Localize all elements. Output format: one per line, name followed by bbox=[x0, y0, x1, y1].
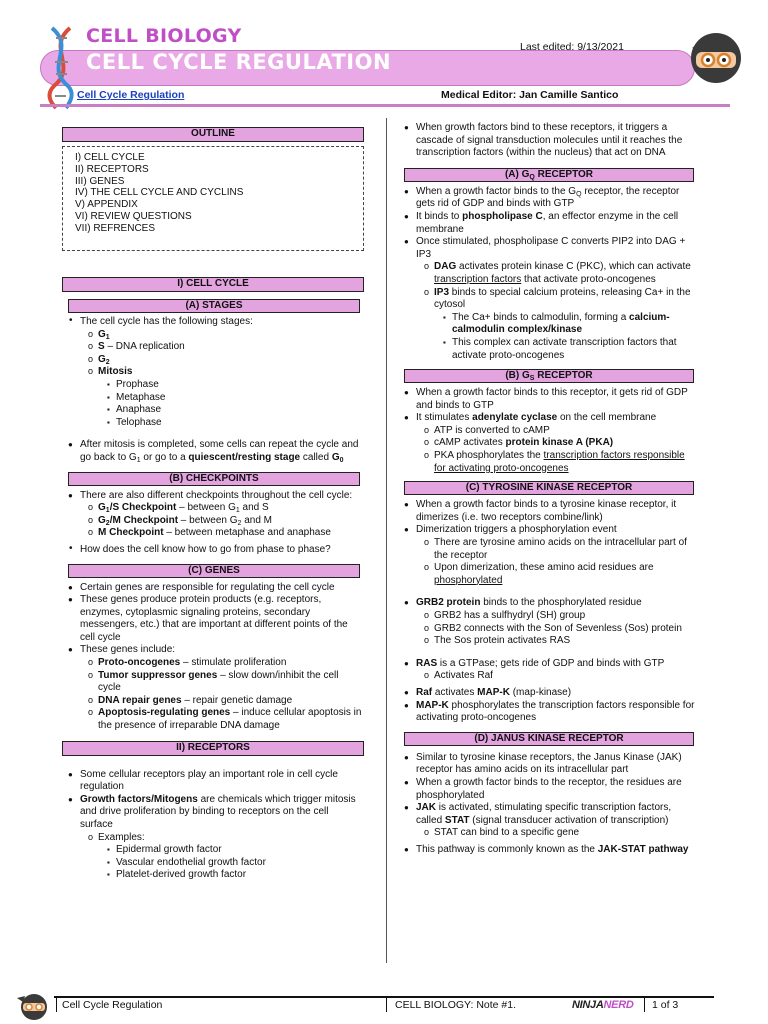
outline-box bbox=[62, 146, 364, 251]
tk-list bbox=[398, 499, 698, 725]
list-item: o $G_1/S$ Checkpoint – between $G_1$ and S bbox=[88, 502, 364, 515]
receptors-list bbox=[62, 769, 364, 882]
list-item: ▪ Prophase bbox=[106, 379, 364, 392]
list-item: ● Some cellular receptors play an important role in cell cycle regulation bbox=[62, 769, 364, 794]
list-item: o DAG activates protein kinase C (PKC), which can activate transcription factors that activate proto-oncogenes bbox=[424, 261, 698, 286]
list-item: o STAT can bind to a specific gene bbox=[424, 827, 698, 840]
footer-separator bbox=[386, 998, 387, 1012]
list-item: ● GRB2 protein binds to the phosphorylated residue o GRB2 has a sulfhydryl (SH) group o GRB2 connects with the Son of Sevenless (Sos) protein o The Sos protein activates RAS bbox=[398, 597, 698, 647]
list-item: o Upon dimerization, these amino acid residues are phosphorylated bbox=[424, 562, 698, 587]
footer-divider bbox=[54, 996, 714, 998]
list-item: o GRB2 connects with the Son of Sevenless (Sos) protein bbox=[424, 623, 698, 636]
list-item: o IP3 binds to special calcium proteins, releasing Ca+ in the cytosol ▪ The Ca+ binds to calmodulin, forming a calcium-calmodulin complex/kinase ▪ This complex can activate transcription factors that activate proto-oncogenes bbox=[424, 287, 698, 363]
list-item: ▪ Vascular endothelial growth factor bbox=[106, 857, 364, 870]
list-item: o Proto-oncogenes – stimulate proliferation bbox=[88, 657, 364, 670]
page-number: 1 of 3 bbox=[652, 999, 679, 1011]
outline-item: VII) REFRENCES bbox=[75, 222, 156, 234]
subsection-heading: (A) STAGES bbox=[68, 299, 360, 313]
receptors-list-cont bbox=[398, 122, 698, 160]
subsection-heading: (B) $G_S$ RECEPTOR bbox=[404, 369, 694, 383]
list-item: o Apoptosis-regulating genes – induce cellular apoptosis in the presence of irreparable DNA damage bbox=[88, 707, 364, 732]
outline-item: I) CELL CYCLE bbox=[75, 152, 145, 163]
outline-item: IV) THE CELL CYCLE AND CYCLINS bbox=[75, 187, 244, 199]
outline-item: V) APPENDIX bbox=[75, 199, 138, 211]
list-item: o cAMP activates protein kinase A (PKA) bbox=[424, 437, 698, 450]
subsection-heading: (A) $G_Q$ RECEPTOR bbox=[404, 168, 694, 182]
stages-list bbox=[62, 316, 364, 465]
list-item: o $G_2$ bbox=[88, 354, 364, 367]
ninja-mascot-icon bbox=[688, 30, 744, 86]
list-item: o There are tyrosine amino acids on the intracellular part of the receptor bbox=[424, 537, 698, 562]
subsection-heading: (D) JANUS KINASE RECEPTOR bbox=[404, 732, 694, 746]
footer-note: CELL BIOLOGY: Note #1. bbox=[395, 999, 517, 1011]
list-item: ● When a growth factor binds to this receptor, it gets rid of GDP and binds to GTP bbox=[398, 387, 698, 412]
last-edited-date: Last edited: 9/13/2021 bbox=[520, 41, 624, 53]
subject-title: CELL BIOLOGY bbox=[86, 25, 242, 47]
medical-editor: Medical Editor: Jan Camille Santico bbox=[441, 89, 619, 101]
footer-separator bbox=[644, 998, 645, 1012]
list-item: ▪ Platelet-derived growth factor bbox=[106, 869, 364, 882]
genes-list bbox=[62, 582, 364, 733]
subsection-heading: (B) CHECKPOINTS bbox=[68, 472, 360, 486]
column-divider bbox=[386, 118, 387, 963]
list-item: ● Raf activates MAP-K (map-kinase) bbox=[398, 687, 698, 700]
gs-list bbox=[398, 387, 698, 475]
outline-item: II) RECEPTORS bbox=[75, 163, 149, 175]
topic-link[interactable]: Cell Cycle Regulation bbox=[77, 89, 185, 101]
list-item: ● When growth factors bind to these receptors, it triggers a cascade of signal transduction molecules until it reaches the transcription factors (within the nucleus) that act on DNA bbox=[398, 122, 698, 160]
list-item: ● After mitosis is completed, some cells can repeat the cycle and go back to $G_1$ or go to a quiescent/resting stage called $G_0$ bbox=[62, 439, 364, 464]
list-item: ● This pathway is commonly known as the JAK-STAT pathway bbox=[398, 844, 698, 857]
list-item: o M Checkpoint – between metaphase and anaphase bbox=[88, 527, 364, 540]
footer-topic: Cell Cycle Regulation bbox=[62, 999, 163, 1011]
section-heading: II) RECEPTORS bbox=[62, 741, 364, 756]
list-item: ▪ Anaphase bbox=[106, 404, 364, 417]
list-item: o Examples: ▪ Epidermal growth factor ▪ Vascular endothelial growth factor ▪ Platelet-derived growth factor bbox=[88, 832, 364, 882]
list-item: ● Dimerization triggers a phosphorylation event o There are tyrosine amino acids on the intracellular part of the receptor o Upon dimerization, these amino acid residues are phosphorylated bbox=[398, 524, 698, 587]
list-item: ▪ Epidermal growth factor bbox=[106, 844, 364, 857]
page-title: CELL CYCLE REGULATION bbox=[86, 50, 392, 74]
list-item: o $G_1$ bbox=[88, 329, 364, 342]
list-item: o Mitosis ▪ Prophase ▪ Metaphase ▪ Anaphase ▪ Telophase bbox=[88, 366, 364, 429]
list-item: o $G_2/M$ Checkpoint – between $G_2$ and M bbox=[88, 515, 364, 528]
list-item: ● MAP-K phosphorylates the transcription factors responsible for activating proto-oncogenes bbox=[398, 700, 698, 725]
outline-heading: OUTLINE bbox=[62, 127, 364, 142]
header-divider bbox=[40, 104, 730, 107]
list-item: ● Once stimulated, phospholipase C converts PIP2 into DAG + IP3 o DAG activates protein kinase C (PKC), which can activate transcription factors that activate proto-oncogenes o IP3 binds to special calcium proteins, releasing Ca+ in the cytosol ▪ The Ca+ binds to calmodulin, forming a calcium-calmodulin complex/kinase ▪ This complex can activate transcription factors that activate proto-oncogenes bbox=[398, 236, 698, 362]
list-item: ● It stimulates adenylate cyclase on the cell membrane o ATP is converted to cAMP o cAMP activates protein kinase A (PKA) o PKA phosphorylates the transcription factors responsible for activating proto-oncogenes bbox=[398, 412, 698, 475]
list-item: ● Growth factors/Mitogens are chemicals which trigger mitosis and drive proliferation by binding to receptors on the cell surface o Examples: ▪ Epidermal growth factor ▪ Vascular endothelial growth factor ▪ Platelet-derived growth factor bbox=[62, 794, 364, 882]
left-column bbox=[62, 118, 364, 882]
ninja-footer-icon bbox=[15, 990, 51, 1022]
gq-list bbox=[398, 186, 698, 362]
section-heading: I) CELL CYCLE bbox=[62, 277, 364, 292]
list-item: ● Similar to tyrosine kinase receptors, the Janus Kinase (JAK) receptor has amino acids on its intracellular part bbox=[398, 752, 698, 777]
checkpoints-list bbox=[62, 490, 364, 557]
list-item: ▪ Metaphase bbox=[106, 392, 364, 405]
list-item: ▪ Telophase bbox=[106, 417, 364, 430]
list-item: ● It binds to phospholipase C, an effector enzyme in the cell membrane bbox=[398, 211, 698, 236]
list-item: ● JAK is activated, stimulating specific transcription factors, called STAT (signal transducer activation of transcription) o STAT can bind to a specific gene bbox=[398, 802, 698, 840]
list-item: • The cell cycle has the following stages: o $G_1$ o S – DNA replication o $G_2$ o Mitosis ▪ Prophase ▪ Metaphase ▪ Anaphase ▪ Telophase bbox=[62, 316, 364, 429]
list-item: ▪ The Ca+ binds to calmodulin, forming a calcium-calmodulin complex/kinase bbox=[442, 312, 698, 337]
list-item: ● These genes include: o Proto-oncogenes – stimulate proliferation o Tumor suppressor genes – slow down/inhibit the cell cycle o DNA repair genes – repair genetic damage o Apoptosis-regulating genes – induce cellular apoptosis in the presence of irreparable DNA damage bbox=[62, 644, 364, 732]
outline-item: III) GENES bbox=[75, 175, 125, 187]
jak-list bbox=[398, 752, 698, 857]
list-item: ▪ This complex can activate transcription factors that activate proto-oncogenes bbox=[442, 337, 698, 362]
list-item: o PKA phosphorylates the transcription factors responsible for activating proto-oncogenes bbox=[424, 450, 698, 475]
list-item: o Activates Raf bbox=[424, 670, 698, 683]
dna-icon bbox=[42, 26, 82, 110]
list-item: ● RAS is a GTPase; gets ride of GDP and binds with GTP o Activates Raf bbox=[398, 658, 698, 683]
list-item: ● When a growth factor binds to the $G_Q$ receptor, the receptor gets rid of GDP and binds with GTP bbox=[398, 186, 698, 211]
list-item: ● There are also different checkpoints throughout the cell cycle: o $G_1/S$ Checkpoint – between $G_1$ and S o $G_2/M$ Checkpoint – between $G_2$ and M o M Checkpoint – between metaphase and anaphase bbox=[62, 490, 364, 540]
list-item: o The Sos protein activates RAS bbox=[424, 635, 698, 648]
list-item: o Tumor suppressor genes – slow down/inhibit the cell cycle bbox=[88, 670, 364, 695]
list-item: o ATP is converted to cAMP bbox=[424, 425, 698, 438]
list-item: o DNA repair genes – repair genetic damage bbox=[88, 695, 364, 708]
list-item: o S – DNA replication bbox=[88, 341, 364, 354]
ninja-nerd-logo: NINJANERD bbox=[572, 999, 634, 1011]
subsection-heading: (C) TYROSINE KINASE RECEPTOR bbox=[404, 481, 694, 495]
list-item: ● These genes produce protein products (e.g. receptors, enzymes, cytoplasmic signaling proteins, secondary messengers, etc.) that are important at different points of the cell cycle bbox=[62, 594, 364, 644]
outline-item: VI) REVIEW QUESTIONS bbox=[75, 210, 192, 222]
right-column bbox=[398, 118, 698, 857]
list-item: • How does the cell know how to go from phase to phase? bbox=[62, 544, 364, 557]
list-item: o GRB2 has a sulfhydryl (SH) group bbox=[424, 610, 698, 623]
list-item: ● Certain genes are responsible for regulating the cell cycle bbox=[62, 582, 364, 595]
list-item: ● When a growth factor binds to the receptor, the residues are phosphorylated bbox=[398, 777, 698, 802]
subsection-heading: (C) GENES bbox=[68, 564, 360, 578]
list-item: ● When a growth factor binds to a tyrosine kinase receptor, it dimerizes (i.e. two receptors combine/link) bbox=[398, 499, 698, 524]
footer-separator bbox=[56, 998, 57, 1012]
